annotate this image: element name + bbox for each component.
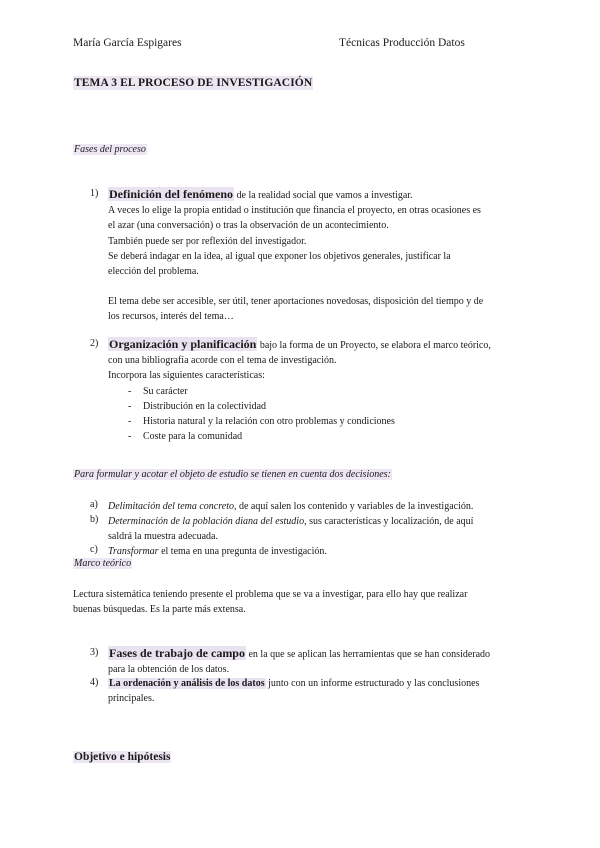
phase-2-number: 2) xyxy=(90,338,99,349)
phase-2-line: Incorpora las siguientes características: xyxy=(108,370,265,382)
list-item: - Su carácter xyxy=(128,385,188,397)
subject-name: Técnicas Producción Datos xyxy=(339,37,465,49)
document-title: TEMA 3 EL PROCESO DE INVESTIGACIÓN xyxy=(74,77,313,89)
decision-c: Transformar el tema en una pregunta de investigación. xyxy=(108,546,327,557)
phase-2-block xyxy=(108,337,528,444)
marco-paragraph: Lectura sistemática teniendo presente el problema que se va a investigar, para ello hay que realizar buenas búsquedas. Es la parte más extensa. xyxy=(73,589,468,616)
phase-2-line: con una bibliografía acorde con el tema de investigación. xyxy=(108,355,337,367)
phase-2-heading-rest: bajo la forma de un Proyecto, se elabora el marco teórico, xyxy=(257,340,491,351)
phase-3-heading: Fases de trabajo de campo xyxy=(109,646,245,660)
phase-1-line: A veces lo elige la propia entidad o institución que financia el proyecto, en otras ocasiones es xyxy=(108,205,481,217)
phase-4-block: La ordenación y análisis de los datos junto con un informe estructurado y las conclusiones principales. xyxy=(108,678,480,705)
phase-1-line: Se deberá indagar en la idea, al igual que exponer los objetivos generales, justificar la xyxy=(108,250,451,262)
phase-4-heading: La ordenación y análisis de los datos xyxy=(109,678,265,689)
decisions-heading: Para formular y acotar el objeto de estudio se tienen en cuenta dos decisiones: xyxy=(74,469,391,480)
phase-1-heading-rest: de la realidad social que vamos a investigar. xyxy=(234,190,413,201)
characteristics-list xyxy=(108,384,528,445)
decision-a-marker: a) xyxy=(90,499,98,510)
decision-a: Delimitación del tema concreto, de aquí salen los contenido y variables de la investigación. xyxy=(108,501,474,512)
phase-1-line: el azar (una conversación) o tras la observación de un acontecimiento. xyxy=(108,220,389,232)
phase-1-line: elección del problema. xyxy=(108,266,199,278)
phase-1-number: 1) xyxy=(90,188,99,199)
phase-3-number: 3) xyxy=(90,647,99,658)
list-item: - Historia natural y la relación con otro problemas y condiciones xyxy=(128,416,395,428)
decision-c-marker: c) xyxy=(90,544,98,555)
marco-heading: Marco teórico xyxy=(74,558,132,569)
phase-1-extra-line: El tema debe ser accesible, ser útil, tener aportaciones novedosas, disposición del tiempo y de xyxy=(108,296,484,308)
list-item: - Distribución en la colectividad xyxy=(128,400,267,412)
phase-3-block: Fases de trabajo de campo en la que se aplican las herramientas que se han considerado para la obtención de los datos. xyxy=(108,646,491,676)
phase-1-line: También puede ser por reflexión del investigador. xyxy=(108,235,307,247)
author-name: María García Espigares xyxy=(73,37,182,49)
phase-1-block xyxy=(108,187,528,325)
phase-2-heading: Organización y planificación xyxy=(109,337,257,351)
phase-4-number: 4) xyxy=(90,677,99,688)
section-heading-fases: Fases del proceso xyxy=(74,144,146,155)
phase-1-heading: Definición del fenómeno xyxy=(109,187,233,201)
decision-b-marker: b) xyxy=(90,514,99,525)
section-heading-objetivo: Objetivo e hipótesis xyxy=(74,751,171,763)
list-item: - Coste para la comunidad xyxy=(128,431,243,443)
phase-1-extra-line: los recursos, interés del tema… xyxy=(108,311,234,323)
decision-b: Determinación de la población diana del estudio, sus características y localización, de aquí saldrá la muestra adecuada. xyxy=(108,516,474,543)
